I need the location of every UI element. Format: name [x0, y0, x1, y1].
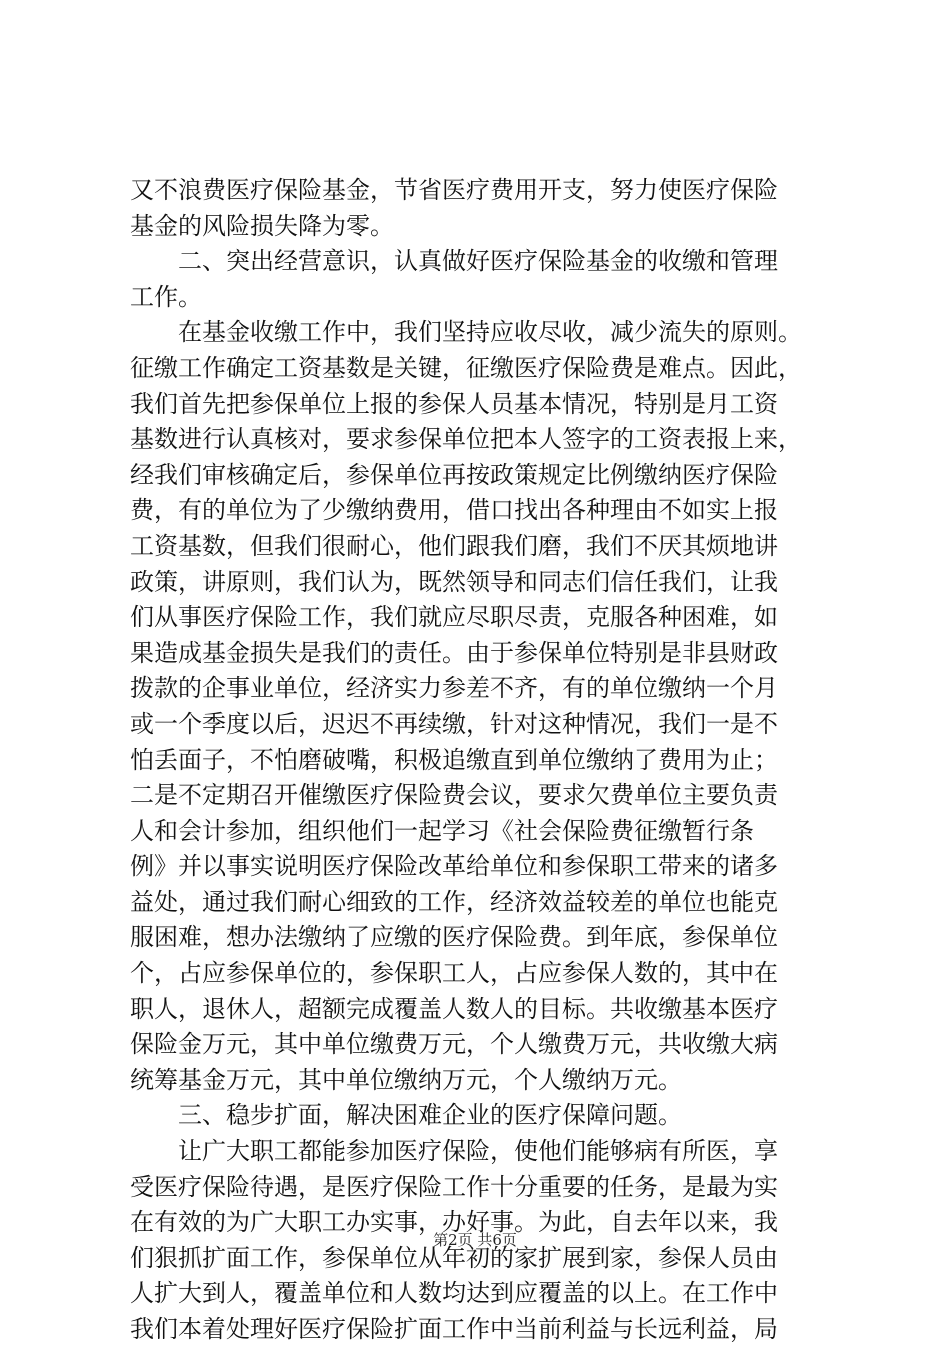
text-line: 们从事医疗保险工作，我们就应尽职尽责，克服各种困难，如	[130, 603, 778, 632]
text-line: 又不浪费医疗保险基金，节省医疗费用开支，努力使医疗保险	[130, 176, 778, 204]
text-line: 基数进行认真核对，要求参保单位把本人签字的工资表报上来，	[130, 425, 802, 454]
text-line: 二、突出经营意识，认真做好医疗保险基金的收缴和管理	[178, 247, 778, 276]
text-line: 例》并以事实说明医疗保险改革给单位和参保职工带来的诸多	[130, 852, 778, 881]
text-line: 保险金万元，其中单位缴费万元，个人缴费万元，共收缴大病	[130, 1030, 778, 1059]
text-line: 益处，通过我们耐心细致的工作，经济效益较差的单位也能克	[130, 887, 778, 916]
text-line: 人扩大到人，覆盖单位和人数均达到应覆盖的以上。在工作中	[130, 1279, 778, 1308]
text-line: 我们本着处理好医疗保险扩面工作中当前利益与长远利益，局	[130, 1315, 778, 1343]
text-line: 服困难，想办法缴纳了应缴的医疗保险费。到年底，参保单位	[130, 923, 778, 952]
text-line: 职人，退休人，超额完成覆盖人数人的目标。共收缴基本医疗	[130, 994, 778, 1023]
text-line: 果造成基金损失是我们的责任。由于参保单位特别是非县财政	[130, 638, 778, 667]
text-line: 在基金收缴工作中，我们坚持应收尽收，减少流失的原则。	[178, 318, 802, 347]
text-line: 费，有的单位为了少缴纳费用，借口找出各种理由不如实上报	[130, 496, 778, 525]
text-line: 我们首先把参保单位上报的参保人员基本情况，特别是月工资	[130, 389, 778, 418]
text-line: 工资基数，但我们很耐心，他们跟我们磨，我们不厌其烦地讲	[130, 531, 778, 560]
text-line: 政策，讲原则，我们认为，既然领导和同志们信任我们，让我	[130, 567, 778, 596]
text-line: 拨款的企事业单位，经济实力参差不齐，有的单位缴纳一个月	[130, 674, 778, 703]
text-line: 征缴工作确定工资基数是关键，征缴医疗保险费是难点。因此，	[130, 353, 802, 382]
text-line: 让广大职工都能参加医疗保险，使他们能够病有所医，享	[178, 1137, 778, 1166]
text-line: 个，占应参保单位的，参保职工人，占应参保人数的，其中在	[130, 959, 778, 988]
text-line: 经我们审核确定后，参保单位再按政策规定比例缴纳医疗保险	[130, 460, 778, 489]
text-line: 受医疗保险待遇，是医疗保险工作十分重要的任务，是最为实	[130, 1172, 778, 1201]
document-body	[130, 173, 830, 1348]
text-line: 们狠抓扩面工作，参保单位从年初的家扩展到家，参保人员由	[130, 1243, 778, 1272]
text-line: 二是不定期召开催缴医疗保险费会议，要求欠费单位主要负责	[130, 781, 778, 810]
text-line: 基金的风险损失降为零。	[130, 211, 394, 240]
page-footer: 第2页 共6页	[433, 1231, 517, 1249]
text-line: 工作。	[130, 282, 202, 311]
text-line: 在有效的为广大职工办实事，办好事。为此，自去年以来，我	[130, 1208, 778, 1237]
text-line: 或一个季度以后，迟迟不再续缴，针对这种情况，我们一是不	[130, 709, 778, 738]
text-line: 人和会计参加，组织他们一起学习《社会保险费征缴暂行条	[130, 816, 754, 845]
text-line: 统筹基金万元，其中单位缴纳万元，个人缴纳万元。	[130, 1065, 682, 1094]
text-line: 怕丢面子，不怕磨破嘴，积极追缴直到单位缴纳了费用为止；	[130, 745, 778, 774]
text-line: 三、稳步扩面，解决困难企业的医疗保障问题。	[178, 1101, 682, 1130]
